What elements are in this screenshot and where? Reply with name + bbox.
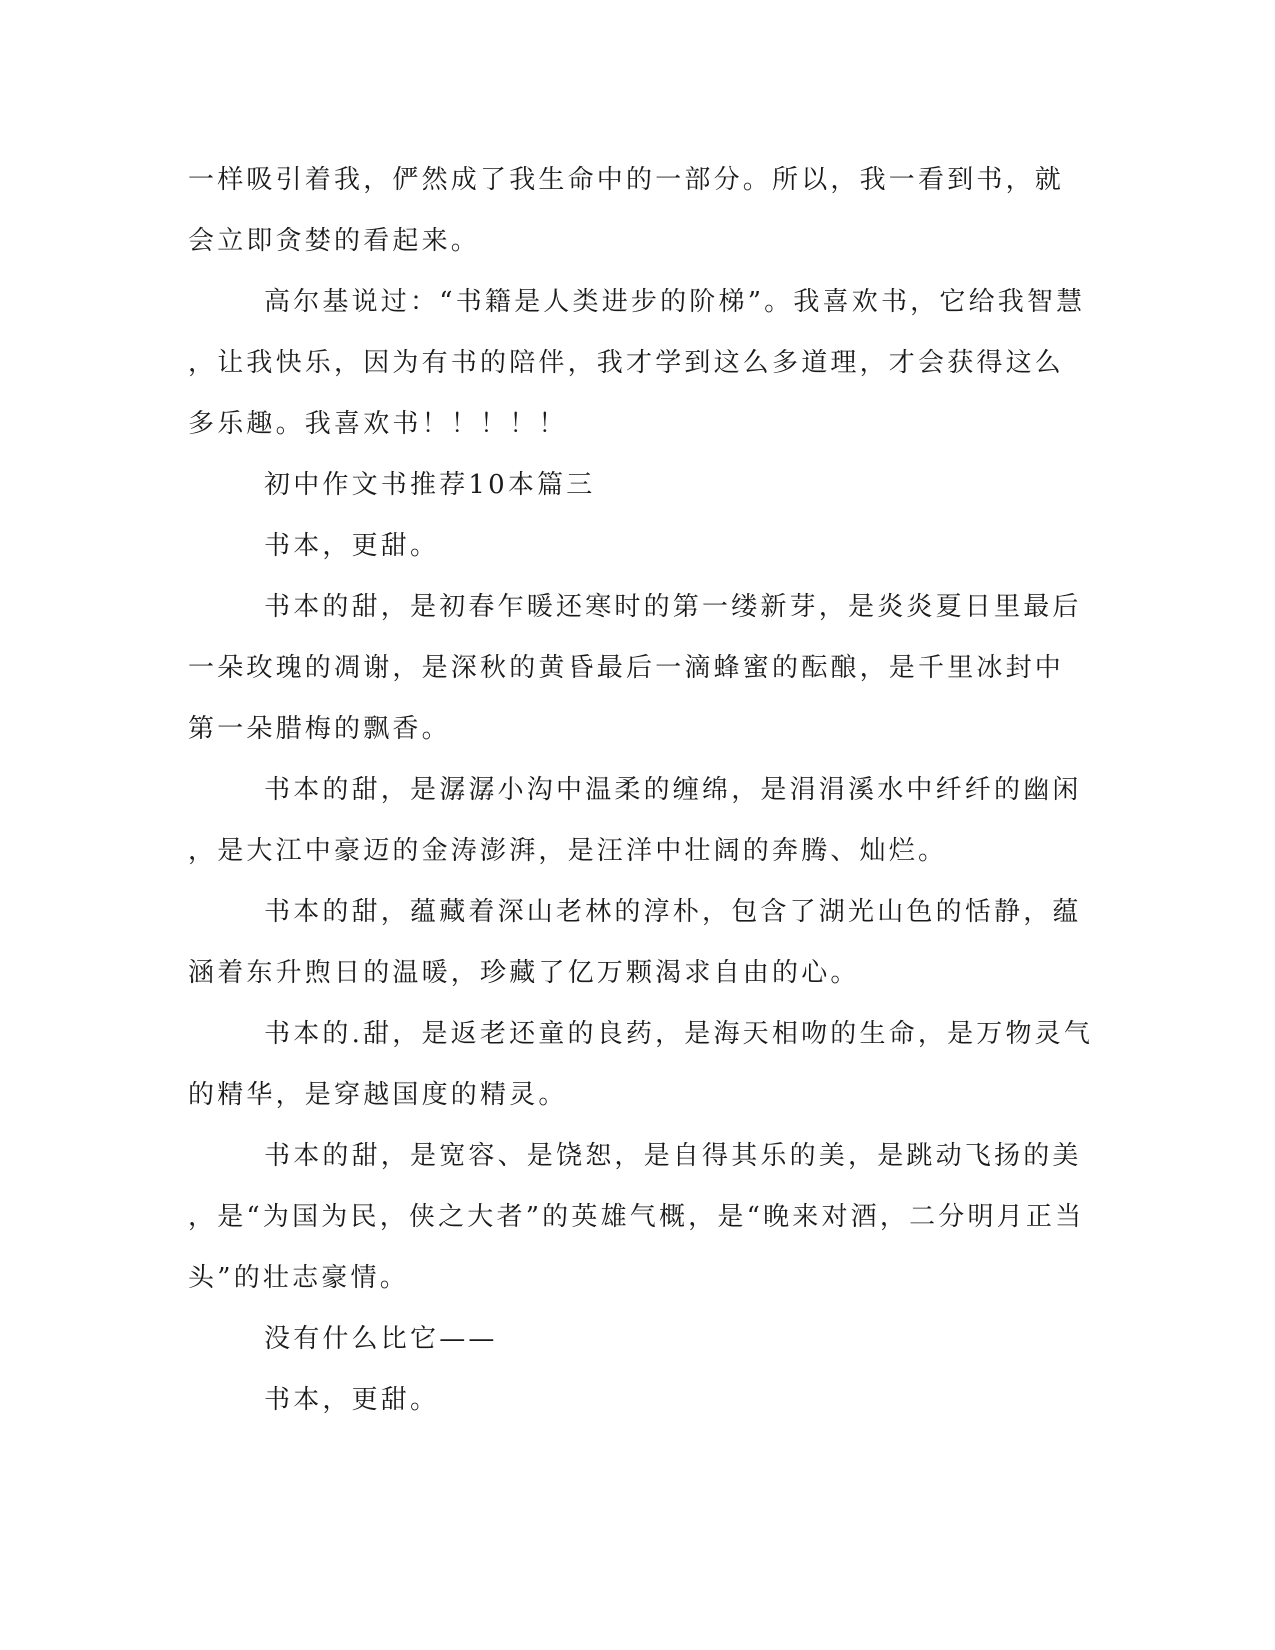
essay-body bbox=[188, 150, 1094, 1431]
text-line: 书本的甜，是初春乍暖还寒时的第一缕新芽，是炎炎夏日里最后 bbox=[264, 592, 1082, 622]
text-line: ，让我快乐，因为有书的陪伴，我才学到这么多道理，才会获得这么 bbox=[188, 348, 1065, 378]
text-line: 书本的甜，蕴藏着深山老林的淳朴，包含了湖光山色的恬静，蕴 bbox=[264, 897, 1082, 927]
text-line: 一样吸引着我，俨然成了我生命中的一部分。所以，我一看到书，就 bbox=[188, 165, 1065, 195]
text-line: 的精华，是穿越国度的精灵。 bbox=[188, 1080, 568, 1110]
text-line: ，是“为国为民，侠之大者”的英雄气概，是“晚来对酒，二分明月正当 bbox=[188, 1202, 1085, 1232]
text-line: 头”的壮志豪情。 bbox=[188, 1263, 409, 1293]
text-line: ，是大江中豪迈的金涛澎湃，是汪洋中壮阔的奔腾、灿烂。 bbox=[188, 836, 948, 866]
text-line: 没有什么比它—— bbox=[264, 1324, 498, 1354]
text-line: 多乐趣。我喜欢书！！！！！ bbox=[188, 409, 568, 439]
text-line: 书本的.甜，是返老还童的良药，是海天相吻的生命，是万物灵气 bbox=[264, 1019, 1094, 1049]
section-heading: 初中作文书推荐10本篇三 bbox=[264, 470, 596, 500]
text-line: 书本的甜，是潺潺小沟中温柔的缠绵，是涓涓溪水中纤纤的幽闲 bbox=[264, 775, 1082, 805]
text-line: 书本，更甜。 bbox=[264, 531, 440, 561]
text-line: 第一朵腊梅的飘香。 bbox=[188, 714, 451, 744]
text-line: 一朵玫瑰的凋谢，是深秋的黄昏最后一滴蜂蜜的酝酿，是千里冰封中 bbox=[188, 653, 1065, 683]
text-line: 书本的甜，是宽容、是饶恕，是自得其乐的美，是跳动飞扬的美 bbox=[264, 1141, 1082, 1171]
text-line: 涵着东升煦日的温暖，珍藏了亿万颗渴求自由的心。 bbox=[188, 958, 860, 988]
text-line: 书本，更甜。 bbox=[264, 1385, 440, 1415]
text-line: 高尔基说过：“书籍是人类进步的阶梯”。我喜欢书，它给我智慧 bbox=[264, 287, 1086, 317]
text-line: 会立即贪婪的看起来。 bbox=[188, 226, 481, 256]
